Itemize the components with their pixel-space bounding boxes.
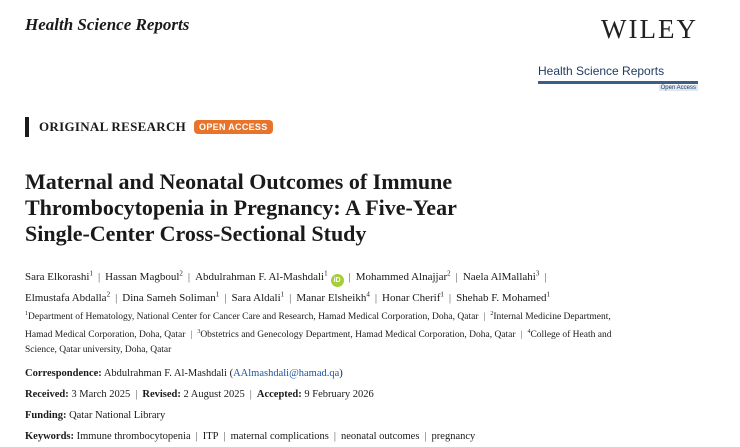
article-type-label: ORIGINAL RESEARCH <box>39 119 187 134</box>
author[interactable]: Dina Sameh Soliman$^1$ <box>122 290 220 305</box>
keyword: Immune thrombocytopenia <box>76 431 191 442</box>
author-separator: | <box>115 292 118 305</box>
affiliation-row: Science, Qatar university, Doha, Qatar <box>25 345 172 356</box>
author-separator: | <box>455 270 458 283</box>
author[interactable]: Naela AlMallahi$^3$ <box>462 269 540 283</box>
journal-name: Health Science Reports <box>25 15 190 34</box>
author[interactable]: Shehab F. Mohamed$^1$ <box>456 290 551 305</box>
author-separator: | <box>224 292 227 305</box>
author[interactable]: Mohammed Alnajjar$^2$ <box>355 269 451 283</box>
badge-underline <box>538 81 698 91</box>
author[interactable]: Honar Cherif$^1$ <box>382 290 444 305</box>
author-separator: | <box>289 292 292 305</box>
orcid-icon[interactable]: iD <box>331 274 344 287</box>
author[interactable]: Sara Elkorashi$^1$ <box>25 269 93 283</box>
keyword: pregnancy <box>431 431 476 442</box>
author-separator: | <box>187 270 191 283</box>
correspondence: Correspondence: Abdulrahman F. Al-Mashdali (AAlmashdali@hamad.qa) <box>25 368 343 379</box>
author-list <box>25 265 725 307</box>
author-separator: | <box>448 292 452 305</box>
author-row <box>25 265 725 287</box>
email-link[interactable]: AAlmashdali@hamad.qa <box>233 368 340 379</box>
open-access-badge: OPEN ACCESS <box>194 120 272 134</box>
funding: Funding: Qatar National Library <box>25 410 166 421</box>
publisher-logo[interactable]: WILEY <box>601 14 698 44</box>
author[interactable]: Elmustafa Abdalla$^2$ <box>25 290 111 305</box>
author-separator: | <box>374 292 378 305</box>
article-type-bar <box>25 117 29 137</box>
badge-open-access: Open Access <box>660 85 696 91</box>
article-dates: Received: 3 March 2025 | Revised: 2 August 2025 | Accepted: 9 February 2026 <box>25 389 374 400</box>
journal-badge[interactable] <box>538 64 698 91</box>
keyword: neonatal outcomes <box>340 431 420 442</box>
badge-title: Health Science Reports <box>538 64 665 78</box>
keyword: maternal complications <box>230 431 329 442</box>
affiliation-row: $^1$Department of Hematology, National Center for Cancer Care and Research, Hamad Medical Corporation, Doha, Qatar | $^2$Internal Medicine Department, <box>25 311 611 323</box>
keywords: Keywords: Immune thrombocytopenia | ITP | maternal complications | neonatal outcomes | pregnancy <box>25 431 476 442</box>
affiliations <box>25 307 725 358</box>
author-row <box>25 287 725 308</box>
author[interactable]: Hassan Magboul$^2$ <box>105 269 183 283</box>
title-line: Single-Center Cross-Sectional Study <box>25 221 367 246</box>
author-separator: | <box>544 270 547 283</box>
article-title <box>25 169 665 247</box>
title-line: Maternal and Neonatal Outcomes of Immune <box>25 169 453 194</box>
author-separator: | <box>97 270 101 283</box>
author[interactable]: Sara Aldali$^1$ <box>231 290 285 305</box>
title-line: Thrombocytopenia in Pregnancy: A Five-Year <box>25 195 457 220</box>
keyword: ITP <box>202 431 219 442</box>
author-separator: | <box>348 270 351 283</box>
article-type <box>25 117 273 137</box>
author[interactable]: Abdulrahman F. Al-Mashdali$^1$ <box>195 269 328 283</box>
author[interactable]: Manar Elsheikh$^4$ <box>296 290 370 305</box>
affiliation-row: Hamad Medical Corporation, Doha, Qatar | $^3$Obstetrics and Genecology Department, Hamad Medical Corporation, Doha, Qatar | $^4$College of Heath and <box>25 329 612 341</box>
